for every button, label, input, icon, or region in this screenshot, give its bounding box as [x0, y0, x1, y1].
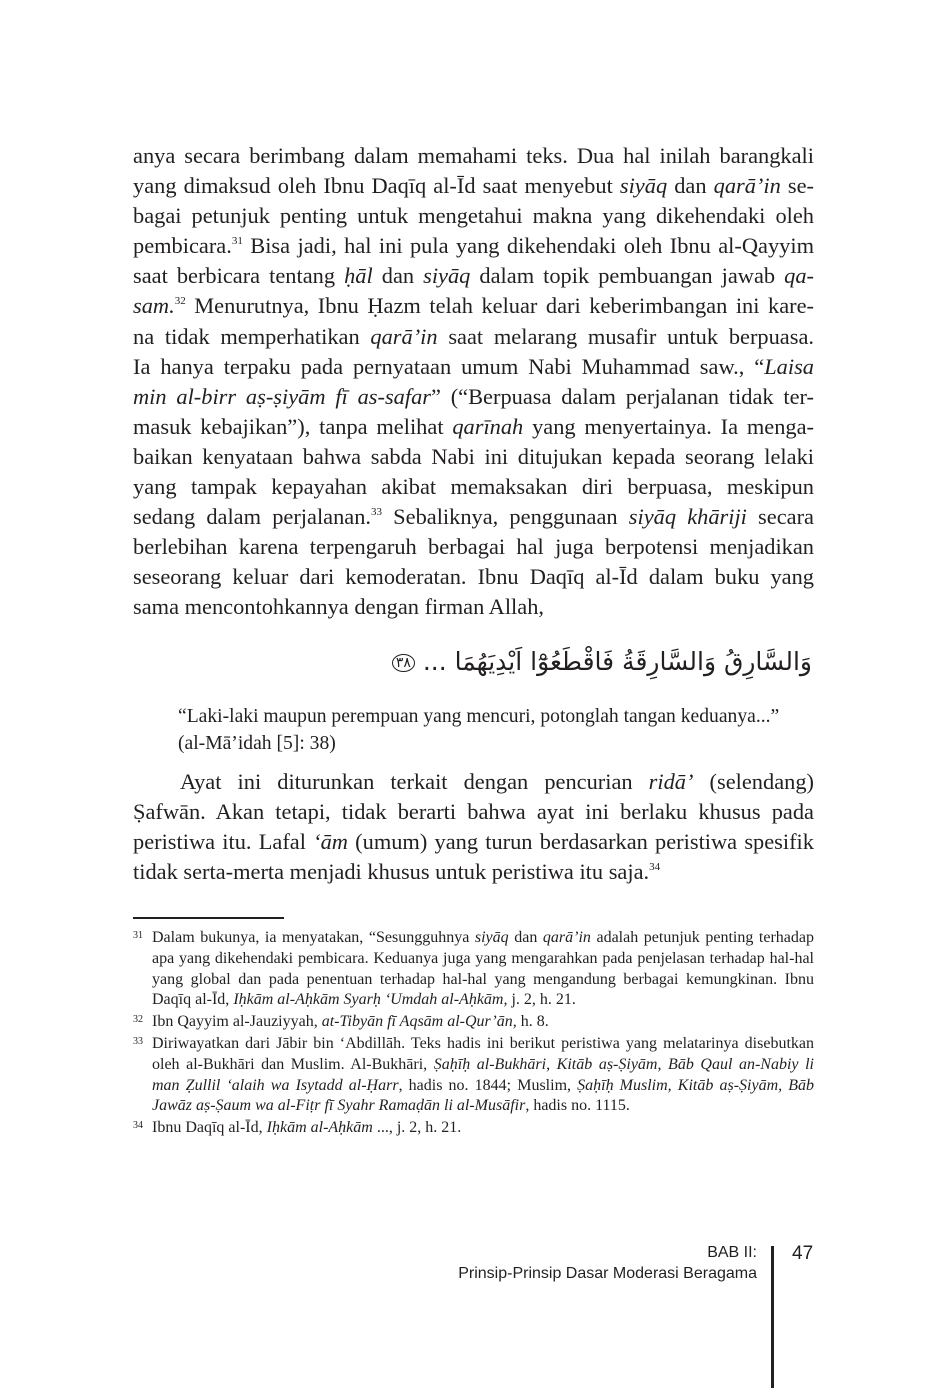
text-line [133, 562, 814, 592]
ayah-number-marker: ٣٨ [392, 654, 415, 672]
footnote-ref[interactable]: 32 [174, 295, 186, 308]
text-line [133, 472, 814, 502]
italic-term: qarā’in [542, 929, 591, 946]
footnote-number: 34 [133, 1120, 143, 1132]
italic-term: siyāq [619, 173, 668, 199]
verse-translation [178, 703, 818, 757]
text-span: bagai petunjuk penting untuk mengetahui makna yang dikehendaki oleh [133, 203, 814, 229]
main-body-text [133, 141, 814, 623]
translation-line: “Laki-laki maupun perempuan yang mencuri, potonglah tangan keduanya...” [178, 706, 780, 727]
italic-term: min al-birr aṣ-ṣiyām fī as-safar [133, 383, 431, 409]
running-footer [380, 1242, 757, 1284]
text-span: dalam topik pembuangan jawab [470, 263, 785, 289]
footnote-divider [133, 917, 284, 919]
chapter-label: BAB II: [707, 1244, 757, 1261]
text-line [133, 261, 814, 291]
text-span: Diriwayatkan dari Jābir bin ‘Abdillāh. Teks hadis ini berikut peristiwa yang melatarinya disebutkan oleh al-Bukhāri dan Muslim. Al-Bukhāri, [152, 1034, 814, 1073]
book-title: at-Tibyān fī Aqsām al-Qur’ān, [321, 1013, 517, 1031]
book-title: Iḥkām al-Aḥkām Syarḥ ‘Umdah al-Aḥkām, [233, 991, 508, 1009]
footnote-ref[interactable]: 33 [371, 506, 383, 519]
italic-term: qarā’in [713, 173, 781, 199]
italic-term: ḥāl [344, 263, 373, 289]
italic-term: siyāq [423, 263, 471, 289]
text-span: Ayat ini diturunkan terkait dengan pencurian [180, 769, 649, 794]
text-line [133, 442, 814, 472]
text-line [133, 352, 814, 382]
quran-verse [212, 642, 812, 682]
text-span: yang tampak kepayahan akibat memaksakan diri berpuasa, meskipun [133, 474, 814, 500]
italic-term: qa- [784, 263, 814, 289]
footnote-34 [133, 1118, 814, 1139]
italic-term: qarīnah [452, 413, 524, 439]
text-span: Bisa jadi, hal ini pula yang dikehendaki oleh Ibnu al-Qayyim [242, 233, 814, 259]
footnote-31 [133, 928, 814, 1011]
text-span: j. 2, h. 21. [507, 991, 576, 1009]
text-line [133, 322, 814, 352]
footnote-number: 32 [133, 1014, 143, 1026]
text-line [133, 502, 814, 532]
italic-term: siyāq khāriji [628, 504, 747, 530]
page-number: 47 [792, 1243, 814, 1264]
text-span: (selendang) Ṣafwān. Akan tetapi, tidak berarti bahwa ayat ini berlaku khusus pada peristiwa itu. Lafal [133, 769, 814, 855]
text-span: baikan kenyataan bahwa sabda Nabi ini ditujukan kepada seorang lelaki [133, 443, 814, 469]
text-line [133, 201, 814, 231]
text-span: anya secara berimbang dalam memahami teks. Dua hal inilah barangkali [133, 143, 814, 168]
text-span: yang dimaksud oleh Ibnu Daqīq al-Īd saat menyebut [133, 173, 620, 199]
text-span: secara [746, 504, 814, 530]
italic-term: sam. [133, 293, 175, 319]
italic-term: ridā’ [648, 769, 694, 794]
footnotes-section [133, 928, 814, 1140]
text-span: yang menyertainya. Ia menga- [523, 413, 814, 439]
text-span: na tidak memperhatikan [133, 323, 371, 349]
text-line [133, 141, 814, 171]
text-span: Ia hanya terpaku pada pernyataan umum Nabi Muhammad saw., “ [133, 353, 765, 379]
text-span: saat melarang musafir untuk berpuasa. [437, 323, 814, 349]
text-span: ..., j. 2, h. 21. [372, 1119, 462, 1137]
book-title: Ṣaḥīḥ Muslim, Kitāb aṣ-Ṣiyām, Bāb Jawāz aṣ-Ṣaum wa al-Fiṭr fī Syahr Ramaḍān li al-Musāfir [152, 1076, 814, 1115]
text-span: Dalam bukunya, ia menyatakan, “Sesungguhnya [152, 929, 475, 946]
text-span: masuk kebajikan”), tanpa melihat [133, 413, 453, 439]
text-span: sedang dalam perjalanan. [133, 504, 372, 530]
text-span: sama mencontohkannya dengan firman Allah, [133, 594, 544, 620]
chapter-title: Prinsip-Prinsip Dasar Moderasi Beragama [458, 1265, 757, 1282]
text-span: seseorang keluar dari kemoderatan. Ibnu Daqīq al-Īd dalam buku yang [133, 564, 814, 590]
text-span: , hadis no. 1115. [525, 1097, 630, 1115]
verse-reference: (al-Mā’idah [5]: 38) [178, 733, 336, 754]
text-span: Menurutnya, Ibnu Ḥazm telah keluar dari keberimbangan ini kare- [185, 293, 814, 319]
text-span: Sebaliknya, penggunaan [382, 504, 629, 530]
text-span: saat berbicara tentang [133, 263, 345, 289]
footnote-number: 33 [133, 1035, 143, 1047]
text-line [133, 171, 814, 201]
text-span: Ibn Qayyim al-Jauziyyah, [152, 1013, 322, 1031]
footer-divider [771, 1246, 774, 1388]
italic-term: siyāq [474, 929, 509, 946]
text-span: dan [372, 263, 424, 289]
book-title: Ṣaḥīḥ al-Bukhāri, Kitāb aṣ-Ṣiyām, Bāb Qaul an-Nabiy li man Ẓullil ‘alaih wa Isytadd al-Ḥarr [152, 1055, 814, 1094]
text-line [133, 231, 814, 261]
text-line [133, 592, 814, 622]
text-line [133, 382, 814, 412]
text-span: (umum) yang turun berdasarkan peristiwa spesifik tidak serta-merta menjadi khusus untuk peristiwa itu saja. [133, 829, 814, 885]
text-span: ” (“Berpuasa dalam perjalanan tidak ter- [430, 383, 815, 409]
italic-term: ‘ām [313, 829, 348, 855]
italic-term: Laisa [764, 353, 814, 379]
footnote-number: 31 [133, 930, 143, 941]
footnote-ref[interactable]: 31 [231, 235, 243, 248]
text-span: berlebihan karena terpengaruh berbagai hal juga berpotensi menjadikan [133, 534, 814, 560]
footnote-ref[interactable]: 34 [649, 861, 661, 874]
paragraph [133, 767, 814, 887]
footnote-33 [133, 1034, 814, 1117]
text-span: dan [667, 173, 714, 199]
text-line [133, 291, 814, 321]
footnote-32 [133, 1012, 814, 1033]
book-title: Iḥkām al-Aḥkām [266, 1119, 373, 1137]
arabic-text: وَالسَّارِقُ وَالسَّارِقَةُ فَاقْطَعُوْٓا اَيْدِيَهُمَا ... [422, 647, 812, 676]
text-span: pembicara. [133, 233, 232, 259]
text-span: dan [508, 929, 543, 946]
text-span: h. 8. [516, 1013, 549, 1031]
text-line [133, 532, 814, 562]
italic-term: qarā’in [370, 323, 438, 349]
text-span: adalah petunjuk penting terhadap apa yang dikehendaki pembicara. Keduanya juga yang mengarahkan pada penjelasan terhadap hal-hal yang global dan pada penentuan terhadap hal-hal yang mengandung berbagai kemungkinan. Ibnu Daqīq al-Īd, [152, 929, 814, 1009]
text-line [133, 412, 814, 442]
text-span: , hadis no. 1844; Muslim, [398, 1076, 578, 1094]
text-span: se- [780, 173, 814, 199]
text-span: Ibnu Daqīq al-Īd, [152, 1119, 267, 1137]
